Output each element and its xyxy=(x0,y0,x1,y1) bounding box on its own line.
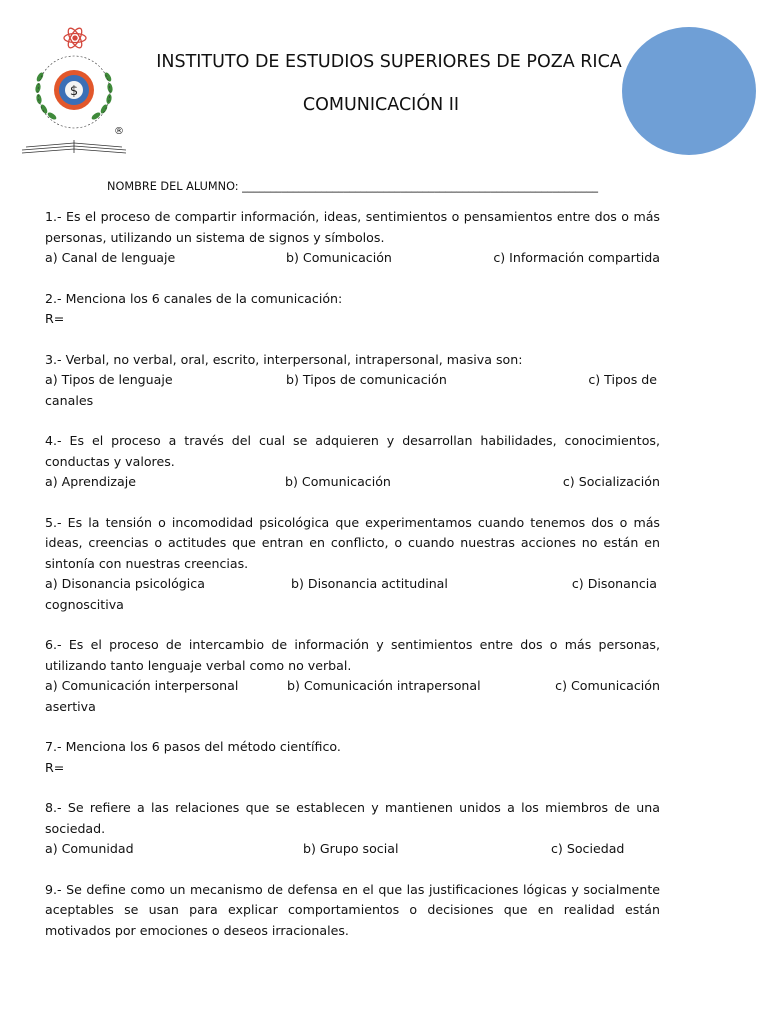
question-6 xyxy=(45,635,660,717)
option-c[interactable]: c) Tipos de xyxy=(588,372,657,387)
options-row xyxy=(45,676,660,697)
option-b[interactable]: b) Tipos de comunicación xyxy=(286,372,447,387)
student-name-blank[interactable]: _______________________________________________________________ xyxy=(242,180,599,193)
question-text: 4.- Es el proceso a través del cual se adquieren y desarrollan habilidades, conocimientos, conductas y valores. xyxy=(45,433,660,469)
registered-mark: ® xyxy=(114,126,124,137)
option-a[interactable]: a) Comunidad xyxy=(45,841,134,856)
institution-logo xyxy=(18,22,130,156)
options-row xyxy=(45,574,660,595)
question-3 xyxy=(45,350,660,412)
book-icon xyxy=(22,140,126,153)
student-name-field[interactable] xyxy=(107,180,598,193)
option-a[interactable]: a) Canal de lenguaje xyxy=(45,250,176,265)
option-a[interactable]: a) Disonancia psicológica xyxy=(45,576,205,591)
institution-title: INSTITUTO DE ESTUDIOS SUPERIORES DE POZA RICA xyxy=(156,52,622,72)
question-9 xyxy=(45,880,660,942)
question-text: 6.- Es el proceso de intercambio de información y sentimientos entre dos o más personas, utilizando tanto lenguaje verbal como no verbal. xyxy=(45,637,660,673)
options-row xyxy=(45,472,660,493)
option-a[interactable]: a) Comunicación interpersonal xyxy=(45,678,239,693)
question-text: 7.- Menciona los 6 pasos del método científico. xyxy=(45,739,341,754)
response-field[interactable]: R= xyxy=(45,311,65,326)
question-4 xyxy=(45,431,660,493)
questions xyxy=(45,207,660,961)
subject-title: COMUNICACIÓN II xyxy=(302,95,460,115)
option-c[interactable]: c) Comunicación xyxy=(555,678,660,693)
question-text: 1.- Es el proceso de compartir información, ideas, sentimientos o pensamientos entre dos o más personas, utilizando un sistema de signos y símbolos. xyxy=(45,209,660,245)
question-7 xyxy=(45,737,660,778)
option-c-continued: cognoscitiva xyxy=(45,596,124,612)
question-text: 8.- Se refiere a las relaciones que se establecen y mantienen unidos a los miembros de una sociedad. xyxy=(45,800,660,836)
option-b[interactable]: b) Comunicación xyxy=(285,474,391,489)
option-c[interactable]: c) Información compartida xyxy=(493,250,660,265)
options-row xyxy=(45,370,660,391)
question-text: 2.- Menciona los 6 canales de la comunicación: xyxy=(45,290,343,306)
option-c[interactable]: c) Disonancia xyxy=(571,576,657,591)
option-c-continued: asertiva xyxy=(45,698,96,714)
question-5 xyxy=(45,513,660,616)
question-2 xyxy=(45,289,660,330)
option-c-continued: canales xyxy=(45,392,94,408)
dollar-symbol: $ xyxy=(69,84,79,99)
blue-circle xyxy=(622,27,756,155)
option-c[interactable]: c) Sociedad xyxy=(551,841,625,856)
option-c[interactable]: c) Socialización xyxy=(562,474,660,489)
option-a[interactable]: a) Tipos de lenguaje xyxy=(45,372,173,387)
response-field[interactable]: R= xyxy=(45,759,65,775)
question-text: 5.- Es la tensión o incomodidad psicológica que experimentamos cuando tenemos dos o más ideas, creencias o actitudes que entran en conflicto, o cuando nuestras acciones no están en sintonía con nuestras creencias. xyxy=(45,514,660,571)
options-row xyxy=(45,839,660,860)
student-name-label: NOMBRE DEL ALUMNO: xyxy=(107,180,243,193)
option-a[interactable]: a) Aprendizaje xyxy=(45,474,136,489)
question-text: 9.- Se define como un mecanismo de defensa en el que las justificaciones lógicas y socialmente aceptables se usan para explicar comportamientos o decisiones que en realidad están motivados por emociones o deseos irracionales. xyxy=(45,881,660,938)
option-b[interactable]: b) Comunicación xyxy=(286,250,392,265)
options-row xyxy=(45,248,660,269)
question-8 xyxy=(45,798,660,860)
option-b[interactable]: b) Disonancia actitudinal xyxy=(291,576,448,591)
atom-icon xyxy=(64,26,86,50)
question-text: 3.- Verbal, no verbal, oral, escrito, interpersonal, intrapersonal, masiva son: xyxy=(45,351,523,367)
option-b[interactable]: b) Comunicación intrapersonal xyxy=(287,678,481,693)
option-b[interactable]: b) Grupo social xyxy=(303,841,399,856)
question-1 xyxy=(45,207,660,269)
